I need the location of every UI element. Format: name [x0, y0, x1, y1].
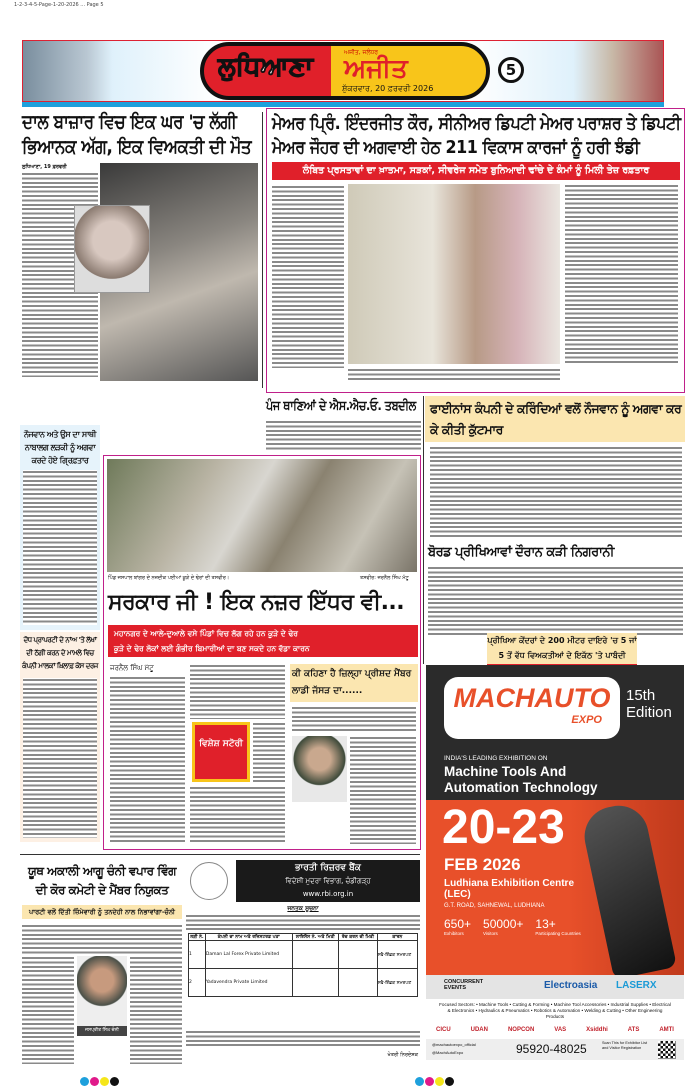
scan-text: Scan This for Exhibitor List and Visitor Registration	[602, 1041, 648, 1050]
garbage-caption: ਪਿੰਡ ਜਸਪਾਲ ਬਾਂਗਰ ਦੇ ਨਜ਼ਦੀਕ ਪਈਆਂ ਕੂੜੇ ਦੇ ਢੇਰਾਂ ਦੀ ਤਸਵੀਰ।	[108, 575, 230, 581]
machauto-ad	[426, 665, 684, 1060]
rbi-emblem-icon	[190, 862, 228, 900]
machauto-venue: Ludhiana Exhibition Centre (LEC)	[444, 878, 575, 900]
rbi-notice: ਜਨਤਕ ਸੂਚਨਾ	[287, 905, 319, 912]
akali-body-2	[22, 956, 74, 1064]
concurrent-label: CONCURRENT EVENTS	[444, 979, 484, 991]
quote-body-1	[292, 706, 416, 732]
quote-headline: ਕੀ ਕਹਿਣਾ ਹੈ ਜ਼ਿਲ੍ਹਾ ਪ੍ਰੀਸ਼ਦ ਮੈਂਬਰ ਲਾਡੀ ਜੱਸੜ ਦਾ......	[290, 664, 418, 702]
machauto-stats	[444, 917, 581, 936]
page-number: 5	[498, 57, 524, 83]
kidnap-headline: ਨੌਜਵਾਨ ਅਤੇ ਉਸ ਦਾ ਸਾਥੀ ਨਾਬਾਲਗ ਲੜਕੀ ਨੂੰ ਅਗਵਾ ਕਰਦੇ ਹੋਏ ਗ੍ਰਿਫ਼ਤਾਰ	[24, 430, 96, 465]
rbi-url[interactable]: www.rbi.org.in	[302, 890, 354, 898]
rbi-dept: ਵਿਦੇਸ਼ੀ ਮੁਦਰਾ ਵਿਭਾਗ, ਚੰਡੀਗੜ੍ਹ	[285, 877, 371, 885]
garbage-body-3	[253, 722, 285, 782]
garbage-photo	[107, 459, 417, 572]
machauto-title: Machine Tools And Automation Technology	[444, 764, 598, 795]
special-story-badge: ਵਿਸ਼ੇਸ਼ ਸਟੋਰੀ	[192, 722, 250, 782]
print-slug: 1-2-3-4-5-Page-1-20-2026 ... Page 5	[14, 2, 104, 8]
rbi-ad	[186, 860, 420, 1065]
rbi-signatory: ਖੇਤਰੀ ਨਿਰਦੇਸ਼ਕ	[387, 1052, 418, 1058]
garbage-headline: ਸਰਕਾਰ ਜੀ ! ਇਕ ਨਜ਼ਰ ਇੱਧਰ ਵੀ...	[108, 590, 405, 615]
sho-headline: ਪੰਜ ਥਾਣਿਆਂ ਦੇ ਐਸ.ਐਚ.ਓ. ਤਬਦੀਲ	[266, 399, 416, 414]
victim-photo	[74, 205, 150, 293]
akali-subhead: ਪਾਰਟੀ ਵਲੋਂ ਦਿੱਤੀ ਜ਼ਿੰਮੇਵਾਰੀ ਨੂੰ ਤਨਦੇਹੀ ਨਾਲ ਨਿਭਾਵਾਂਗਾ-ਚੰਨੀ	[22, 905, 182, 919]
table-row: 2 Yadavendra Private Limited ਸਵੈ-ਇੱਛਕ ਸਮਰਪਣ	[189, 969, 418, 997]
sho-body	[266, 420, 421, 450]
mayor-photo-caption	[348, 368, 560, 382]
color-registration-bar	[80, 1071, 120, 1090]
fraud-headline: ਦੋਧ ਪ੍ਰਾਪਰਟੀ ਦੇ ਨਾਂਅ 'ਤੇ ਲੱਖਾਂ ਦੀ ਠੱਗੀ ਕਰਨ ਦੇ ਮਾਮਲੇ ਵਿਚ ਕੰਪਨੀ ਮਾਲਕਾਂ ਖ਼ਿਲਾਫ਼ ਕੇਸ ਦਰਜ	[22, 636, 98, 670]
machauto-dates: 20-23	[442, 801, 565, 854]
machauto-tagline: INDIA'S LEADING EXHIBITION ON	[444, 755, 548, 762]
board-headline: ਬੋਰਡ ਪ੍ਰੀਖਿਆਵਾਂ ਦੌਰਾਨ ਕੜੀ ਨਿਗਰਾਨੀ	[428, 545, 614, 560]
table-row: 1 Daman Lal Forex Private Limited ਸਵੈ-ਇੱਛਕ ਸਮਰਪਣ	[189, 941, 418, 969]
mayor-subhead: ਲੰਬਿਤ ਪ੍ਰਸਤਾਵਾਂ ਦਾ ਖ਼ਾਤਮਾ, ਸੜਕਾਂ, ਸੀਵਰੇਜ ਸਮੇਤ ਬੁਨਿਆਦੀ ਢਾਂਚੇ ਦੇ ਕੰਮਾਂ ਨੂੰ ਮਿਲੀ ਤੇਜ਼ ਰਫ਼ਤਾਰ	[272, 162, 680, 180]
board-subhead: ਪ੍ਰੀਖਿਆ ਕੇਂਦਰਾਂ ਦੇ 200 ਮੀਟਰ ਦਾਇਰੇ 'ਚ 5 ਜਾਂ 5 ਤੋਂ ਵੱਧ ਵਿਅਕਤੀਆਂ ਦੇ ਇਕੱਠ 'ਤੇ ਪਾਬੰਦੀ	[487, 633, 637, 666]
garbage-body-4	[190, 786, 285, 844]
paper-name: ਅਜੀਤ	[344, 54, 408, 84]
machauto-edition: 15th Edition	[626, 687, 672, 721]
machauto-address: G.T. ROAD, SAHNEWAL, LUDHIANA	[444, 903, 545, 909]
city-name: ਲੁਧਿਆਣਾ	[218, 52, 313, 82]
machauto-sectors: Focused Sectors: • Machine Tools • Cutting & Forming • Machine Tool Accessories • Industrial Supplies • Electrical & Electronics • Hydraulics & Pneumatics • Robotics & Automation • Welding & Cutting • Other Engineering Products	[439, 1002, 671, 1019]
rbi-title: ਭਾਰਤੀ ਰਿਜ਼ਰਵ ਬੈਂਕ	[295, 863, 361, 873]
akali-photo-caption: ਜਸਪ੍ਰੀਤ ਸਿੰਘ ਚੰਨੀ	[77, 1026, 127, 1036]
masthead-divider	[22, 102, 664, 107]
qr-code-icon	[658, 1041, 676, 1059]
member-photo	[292, 736, 347, 802]
paper-sub: ਅਜੀਤ, ਜਲੰਧਰ	[344, 49, 379, 56]
machauto-phone: 95920-48025	[516, 1042, 587, 1056]
rbi-notice-body	[186, 914, 420, 930]
event-electroasia: Electroasia	[544, 980, 598, 991]
akali-body-3	[130, 956, 182, 1064]
garbage-body-2	[190, 664, 285, 719]
mayor-headline: ਮੇਅਰ ਪ੍ਰਿੰ. ਇੰਦਰਜੀਤ ਕੌਰ, ਸੀਨੀਅਰ ਡਿਪਟੀ ਮੇਅਰ ਪਰਾਸ਼ਰ ਤੇ ਡਿਪਟੀ ਮੇਅਰ ਜੌਹਰ ਦੀ ਅਗਵਾਈ ਹੇਠ 211 ਵਿਕਾਸ ਕਾਰਜਾਂ ਨੂੰ ਹਰੀ ਝੰਡੀ	[272, 114, 681, 158]
akali-body-1	[22, 924, 182, 954]
akali-photo	[77, 956, 127, 1026]
mayor-body-2	[565, 184, 678, 364]
bullet-2: ਕੂੜੇ ਦੇ ਢੇਰ ਲੋਕਾਂ ਲਈ ਗੰਭੀਰ ਬਿਮਾਰੀਆਂ ਦਾ ਬਣ ਸਕਦੇ ਹਨ ਵੱਡਾ ਕਾਰਨ	[114, 644, 310, 653]
mayor-photo	[348, 184, 560, 364]
social-handles: @machautoexpo_official @MachAutoExpo	[432, 1042, 476, 1055]
machauto-month: FEB 2026	[444, 855, 521, 874]
stat-visitors: 50000+ Visitors	[483, 917, 524, 936]
kidnap-body	[23, 470, 97, 625]
fraud-body	[23, 678, 97, 838]
event-laserx: LASERX	[616, 980, 657, 991]
garbage-body-1	[110, 676, 185, 844]
masthead-logo	[200, 42, 490, 100]
board-body	[428, 566, 683, 636]
finance-body	[430, 446, 682, 538]
rbi-table: ਲੜੀ ਨੰ. ਕੰਪਨੀ ਦਾ ਨਾਮ ਅਤੇ ਰਜਿਸਟਰਡ ਪਤਾ ਲਾਇਸੈਂਸ ਨੰ. ਅਤੇ ਮਿਤੀ ਰੱਦ ਕਰਨ ਦੀ ਮਿਤੀ ਕਾਰਨ 1 Daman Lal Forex Private Limited ਸਵੈ-ਇੱਛਕ ਸਮਰਪਣ 2 Yadavendra Private Limited ਸਵੈ-ਇੱਛਕ ਸਮਰਪਣ	[188, 933, 418, 997]
partner-logos: CICU UDAN NOPCON VAS Xsiddhi ATS AMTI	[436, 1027, 674, 1033]
stat-countries: 13+ Participating Countries	[535, 917, 581, 936]
rbi-footer-text	[186, 1030, 420, 1048]
fire-headline: ਦਾਲ ਬਾਜ਼ਾਰ ਵਿਚ ਇਕ ਘਰ 'ਚ ਲੱਗੀ ਭਿਆਨਕ ਅੱਗ, ਇਕ ਵਿਅਕਤੀ ਦੀ ਮੌਤ	[22, 111, 252, 158]
fire-dateline: ਲੁਧਿਆਣਾ, 19 ਫ਼ਰਵਰੀ	[22, 164, 67, 170]
garbage-byline: ਜਰਨੈਲ ਸਿੰਘ ਮੱਟੂ	[110, 664, 154, 672]
finance-headline: ਫਾਈਨਾਂਸ ਕੰਪਨੀ ਦੇ ਕਰਿੰਦਿਆਂ ਵਲੋਂ ਨੌਜਵਾਨ ਨੂੰ ਅਗਵਾ ਕਰ ਕੇ ਕੀਤੀ ਕੁੱਟਮਾਰ	[430, 401, 682, 437]
akali-headline: ਯੂਥ ਅਕਾਲੀ ਆਗੂ ਚੰਨੀ ਵਪਾਰ ਵਿੰਗ ਦੀ ਕੋਰ ਕਮੇਟੀ ਦੇ ਮੈਂਬਰ ਨਿਯੁਕਤ	[28, 864, 176, 897]
bullet-1: ਮਹਾਨਗਰ ਦੇ ਆਲੇ-ਦੁਆਲੇ ਵਸੇ ਪਿੰਡਾਂ ਵਿਚ ਲੱਗ ਰਹੇ ਹਨ ਕੂੜੇ ਦੇ ਢੇਰ	[114, 629, 298, 638]
stat-exhibitors: 650+ Exhibitors	[444, 917, 472, 936]
quote-body-2	[350, 736, 416, 844]
issue-date: ਸ਼ੁੱਕਰਵਾਰ, 20 ਫ਼ਰਵਰੀ 2026	[342, 84, 434, 93]
garbage-credit: ਤਸਵੀਰ: ਜਰਨੈਲ ਸਿੰਘ ਮੱਟੂ	[360, 575, 409, 581]
machauto-logo: MACHAUTO EXPO	[444, 677, 620, 739]
mayor-body-1	[272, 185, 344, 368]
garbage-bullets	[108, 625, 418, 657]
rbi-header	[236, 860, 420, 902]
